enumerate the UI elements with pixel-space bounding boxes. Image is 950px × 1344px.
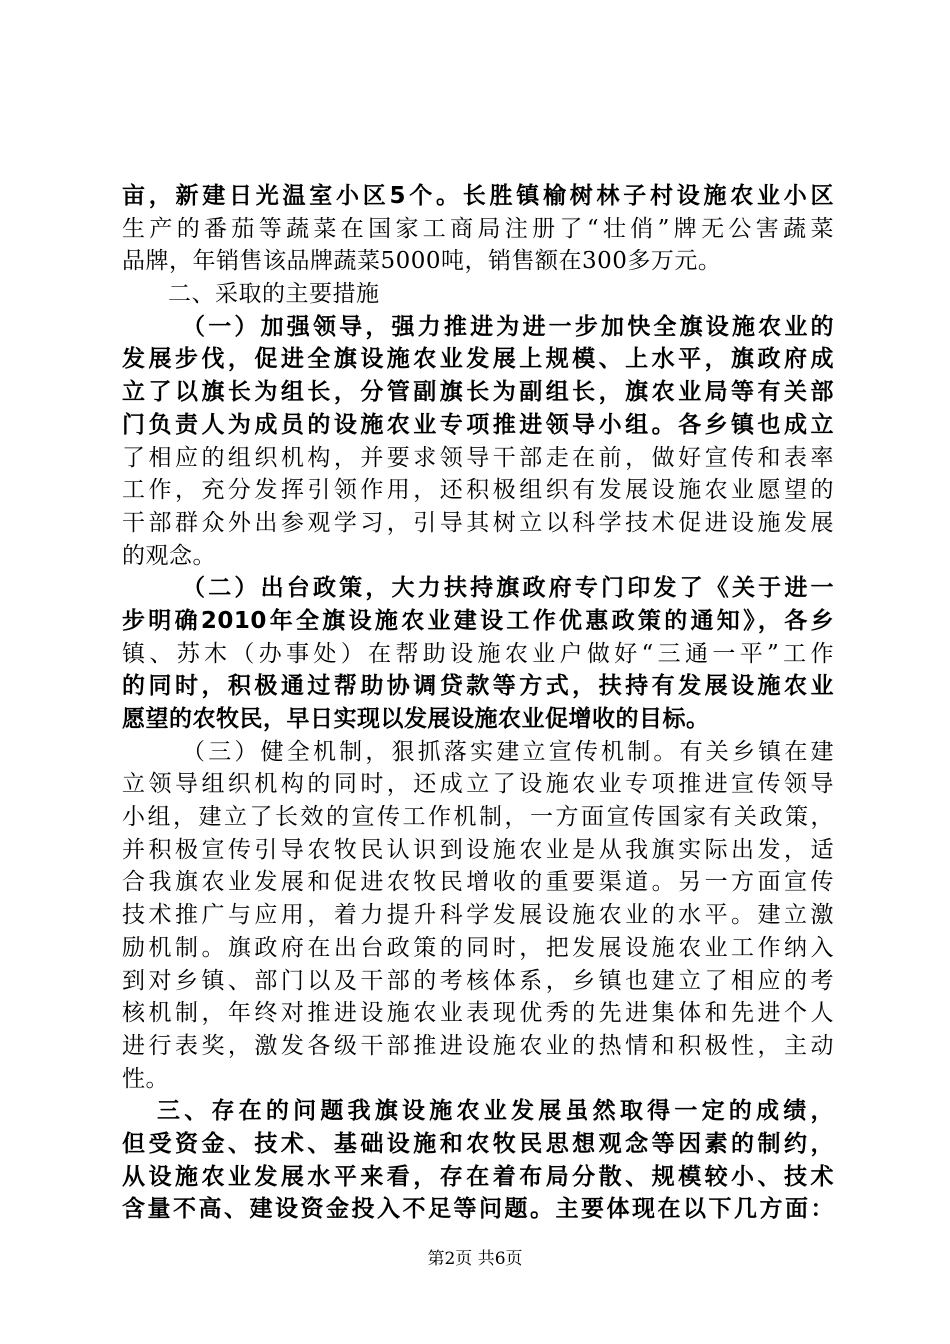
text-line: 亩，新建日光温室小区5个。长胜镇榆树林子村设施农业小区	[122, 183, 834, 209]
paragraph-measure-3	[122, 736, 834, 1096]
text-line: 但受资金、技术、基础设施和农牧民思想观念等因素的制约，	[122, 1130, 834, 1157]
text-line: 核机制，年终对推进设施农业表现优秀的先进集体和先进个人	[122, 1000, 834, 1027]
text-line: （一）加强领导，强力推进为进一步加快全旗设施农业的	[182, 313, 834, 340]
text-line: 立领导组织机构的同时，还成立了设施农业专项推进宣传领导	[122, 771, 834, 798]
text-line: 技术推广与应用，着力提升科学发展设施农业的水平。建立激	[122, 902, 834, 929]
text-line: 到对乡镇、部门以及干部的考核体系，乡镇也建立了相应的考	[122, 967, 834, 994]
text-line: 从设施农业发展水平来看，存在着布局分散、规模较小、技术	[122, 1163, 834, 1190]
text-line: 立了以旗长为组长，分管副旗长为副组长，旗农业局等有关部	[122, 379, 834, 406]
section-heading	[122, 278, 834, 311]
text-line: 生产的番茄等蔬菜在国家工商局注册了“壮俏”牌无公害蔬菜	[122, 215, 834, 242]
text-line: 工作，充分发挥引领作用，还积极组织有发展设施农业愿望的	[122, 477, 834, 504]
text-line: 的同时，积极通过帮助协调贷款等方式，扶持有发展设施农业	[122, 673, 834, 700]
document-body	[122, 180, 834, 1226]
text-line: 镇、苏木（办事处）在帮助设施农业户做好“三通一平”工作	[122, 640, 834, 667]
heading-text: 二、采取的主要措施	[168, 281, 380, 308]
text-line: （二）出台政策，大力扶持旗政府专门印发了《关于进一	[182, 575, 834, 602]
text-line: 门负责人为成员的设施农业专项推进领导小组。各乡镇也成立	[122, 411, 834, 438]
text-line: 性。	[122, 1065, 169, 1092]
text-line: 三、存在的问题我旗设施农业发展虽然取得一定的成绩，	[157, 1098, 834, 1125]
text-line: 小组，建立了长效的宣传工作机制，一方面宣传国家有关政策，	[122, 804, 834, 831]
text-line: 并积极宣传引导农牧民认识到设施农业是从我旗实际出发，适	[122, 836, 834, 863]
page-footer: 第2页 共6页	[427, 1249, 523, 1269]
text-line: 步明确2010年全旗设施农业建设工作优惠政策的通知》，各乡	[122, 607, 834, 634]
text-line: 合我旗农业发展和促进农牧民增收的重要渠道。另一方面宣传	[122, 869, 834, 896]
text-line: （三）健全机制，狠抓落实建立宣传机制。有关乡镇在建	[182, 738, 834, 765]
paragraph-measure-2	[122, 572, 834, 735]
paragraph-problems	[122, 1095, 834, 1226]
text-line: 发展步伐，促进全旗设施农业发展上规模、上水平，旗政府成	[122, 346, 834, 373]
text-line: 进行表奖，激发各级干部推进设施农业的热情和积极性，主动	[122, 1032, 834, 1059]
text-line: 干部群众外出参观学习，引导其树立以科学技术促进设施发展	[122, 509, 834, 536]
text-line: 品牌，年销售该品牌蔬菜5000吨，销售额在300多万元。	[122, 248, 722, 275]
text-line: 励机制。旗政府在出台政策的同时，把发展设施农业工作纳入	[122, 934, 834, 961]
text-line: 的观念。	[122, 542, 216, 569]
text-line: 含量不高、建设资金投入不足等问题。主要体现在以下几方面：	[122, 1196, 834, 1223]
text-line: 愿望的农牧民，早日实现以发展设施农业促增收的目标。	[122, 706, 710, 732]
text-line: 了相应的组织机构，并要求领导干部走在前，做好宣传和表率	[122, 444, 834, 471]
paragraph-intro	[122, 180, 834, 278]
paragraph-measure-1	[122, 311, 834, 573]
